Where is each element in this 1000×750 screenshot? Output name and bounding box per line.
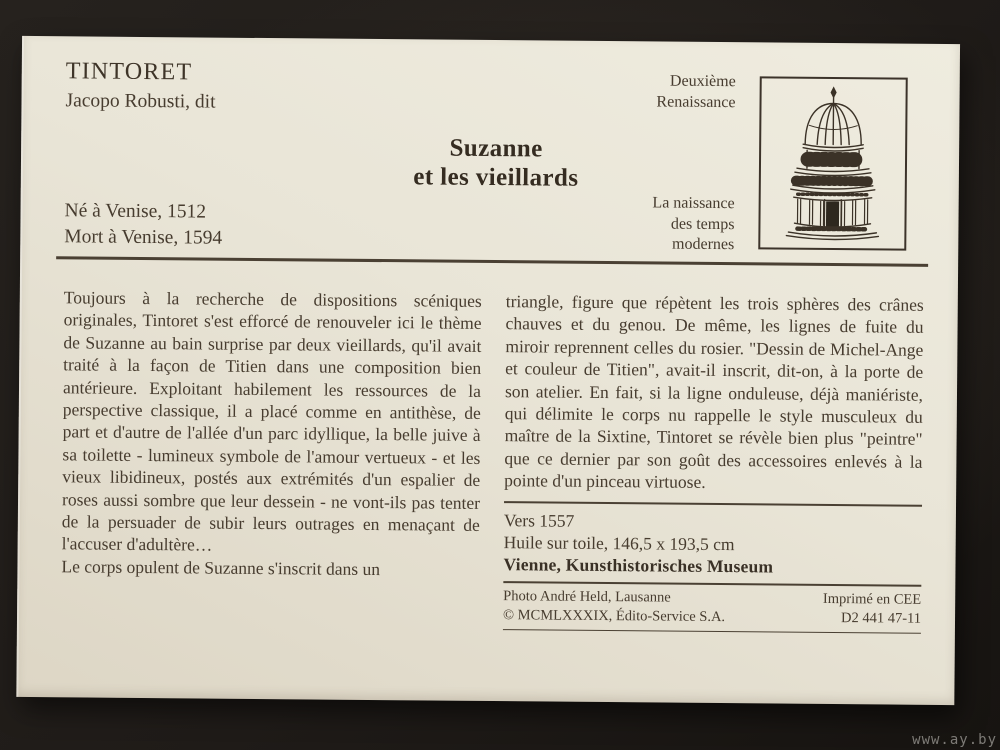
artwork-date: Vers 1557	[503, 509, 575, 531]
tempietto-icon	[758, 76, 908, 250]
art-print-card	[16, 36, 960, 705]
artist-died: Mort à Venise, 1594	[64, 226, 223, 249]
artwork-museum: Vienne, Kunsthistorisches Museum	[503, 553, 774, 577]
body-column-left	[61, 286, 482, 630]
credit-row	[503, 606, 921, 629]
movement-label: La naissance des temps modernes	[652, 194, 735, 254]
header-divider	[56, 256, 928, 266]
tempietto-engraving-drawing	[766, 83, 899, 243]
body-paragraph: Le corps opulent de Suzanne s'inscrit dans un	[61, 556, 381, 579]
copyright-credit: © MCMLXXXIX, Édito-Service S.A.	[502, 606, 726, 625]
photo-credit: Photo André Held, Lausanne	[503, 587, 671, 606]
artwork-title-line2: et les vieillards	[413, 163, 579, 192]
body-paragraph: triangle, figure que répètent les trois sphères des crânes chauves et du genou. De même, les lignes de fuite du miroir reprennent celles du rosier. "Dessin de Michel-Ange et couleur de Titien", avait-il inscrit, dit-on, à la porte de son atelier. En fait, si la ligne onduleuse, déjà maniériste, qui délimite le corps nu rappelle le style musculeux du maître de la Sixtine, Tintoret se révèle bien plus "peintre" que ce dernier par son goût des accessoires enlevés à la pointe d'un pinceau virtuose.	[504, 291, 924, 493]
watermark-text: www.ay.by	[912, 732, 997, 748]
artwork-medium: Huile sur toile, 146,5 x 193,5 cm	[503, 531, 735, 554]
artist-block	[65, 58, 216, 113]
artwork-title	[271, 132, 721, 194]
artwork-info-block	[503, 501, 922, 634]
printed-in: Imprimé en CEE	[822, 590, 922, 608]
info-divider-top	[504, 501, 922, 507]
artist-born: Né à Venise, 1512	[64, 200, 207, 223]
artist-dates	[64, 198, 222, 251]
credits-block	[503, 587, 921, 629]
info-divider-middle	[503, 581, 921, 587]
period-label: Deuxième Renaissance	[656, 72, 736, 111]
reference-number: D2 441 47-11	[840, 609, 922, 627]
body-paragraph: Toujours à la recherche de dispositions scéniques originales, Tintoret s'est efforcé de renouveler ici le thème de Suzanne au bain surprise par deux vieillards, qu'il avait traité à la façon de Titien dans une composition bien antérieure. Exploitant habilement les ressources de la perspective classique, il a placé comme en antithèse, de part et d'autre de l'allée d'un parc idyllique, la belle juive à sa toilette - lumineux symbole de l'amour vertueux - et les vieux libidineux, postés aux extrémités d'un espalier de roses aussi sombre que leur dessein - ne vont-ils pas tenter de la persuader de subir leurs outrages en menaçant de l'accuser d'adultère…	[61, 287, 482, 556]
body-column-right	[503, 290, 924, 634]
body-columns	[61, 286, 924, 634]
info-divider-bottom	[503, 629, 921, 634]
artist-subtitle: Jacopo Robusti, dit	[65, 90, 216, 113]
artist-name: TINTORET	[65, 58, 193, 86]
artwork-title-line1: Suzanne	[449, 134, 543, 163]
